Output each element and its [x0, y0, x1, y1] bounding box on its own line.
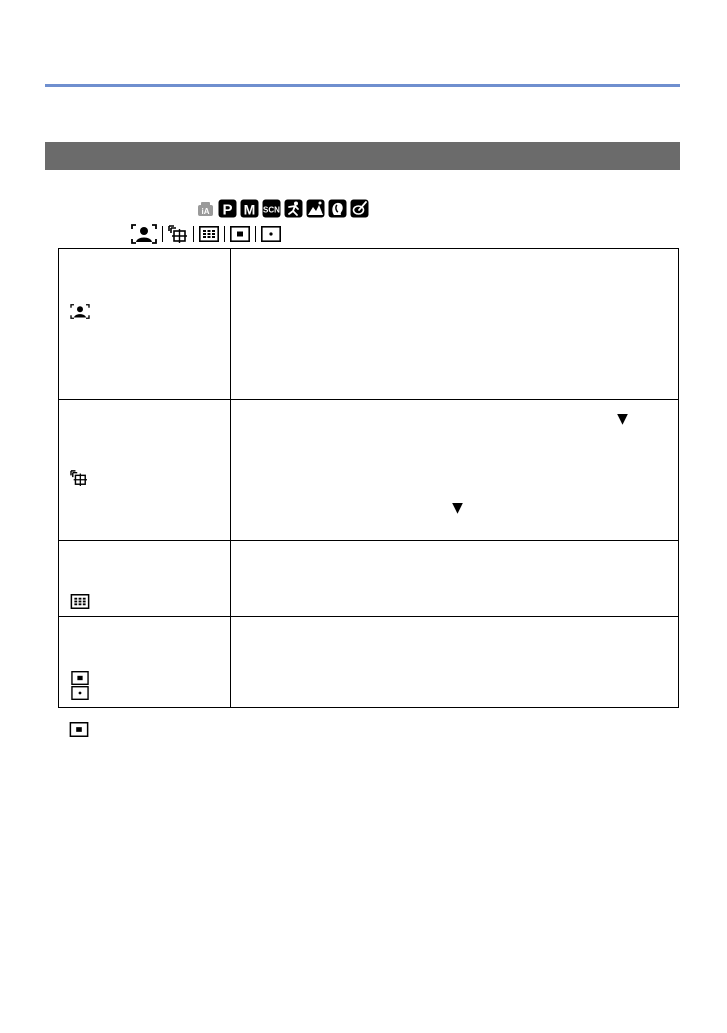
- table-cell-description: [231, 400, 679, 541]
- ia-icon: [196, 199, 215, 218]
- 1-area-focusing-icon: [69, 722, 89, 737]
- down-triangle-icon: ▼: [617, 411, 628, 427]
- p-mode-icon: [218, 199, 237, 218]
- down-triangle-icon: ▼: [452, 500, 463, 516]
- spot-focusing-icon: [70, 686, 90, 700]
- table-row: [59, 400, 679, 541]
- svg-text:P: P: [222, 201, 233, 218]
- svg-text:SCN: SCN: [263, 205, 280, 214]
- 1-area-focusing-icon: [70, 671, 90, 685]
- 23-area-focusing-icon: [199, 226, 219, 242]
- footnote: [69, 722, 89, 737]
- 23-area-focusing-icon: [70, 594, 90, 609]
- separator: [255, 226, 256, 242]
- 1-area-focusing-icon: [230, 226, 250, 242]
- m-mode-icon: [240, 199, 259, 218]
- recording-mode-icons: [196, 198, 369, 218]
- svg-text:M: M: [243, 201, 256, 217]
- table-row: [59, 249, 679, 400]
- table-cell-description: [231, 617, 679, 708]
- face-detection-icon: [70, 304, 90, 319]
- af-mode-icons: [131, 223, 281, 245]
- table-cell-mode: [59, 249, 231, 400]
- spot-focusing-icon: [261, 226, 281, 242]
- table-cell-description: [231, 249, 679, 400]
- creative-control-icon: [350, 199, 369, 218]
- top-rule: [45, 84, 680, 87]
- table-cell-mode: [59, 541, 231, 617]
- separator: [224, 226, 225, 242]
- scenery-mode-icon: [306, 199, 325, 218]
- portrait-mode-icon: [328, 199, 347, 218]
- af-tracking-icon: [168, 225, 188, 243]
- table-cell-mode: [59, 617, 231, 708]
- af-mode-table: [58, 248, 679, 708]
- sports-mode-icon: [284, 199, 303, 218]
- table-cell-description: [231, 541, 679, 617]
- separator: [193, 226, 194, 242]
- scn-mode-icon: [262, 199, 281, 218]
- table-row: [59, 617, 679, 708]
- table-cell-mode: [59, 400, 231, 541]
- af-tracking-icon: [70, 470, 88, 486]
- separator: [162, 226, 163, 242]
- section-header-bar: [45, 142, 680, 170]
- svg-text:iA: iA: [201, 206, 210, 216]
- face-detection-icon: [131, 224, 157, 244]
- table-row: [59, 541, 679, 617]
